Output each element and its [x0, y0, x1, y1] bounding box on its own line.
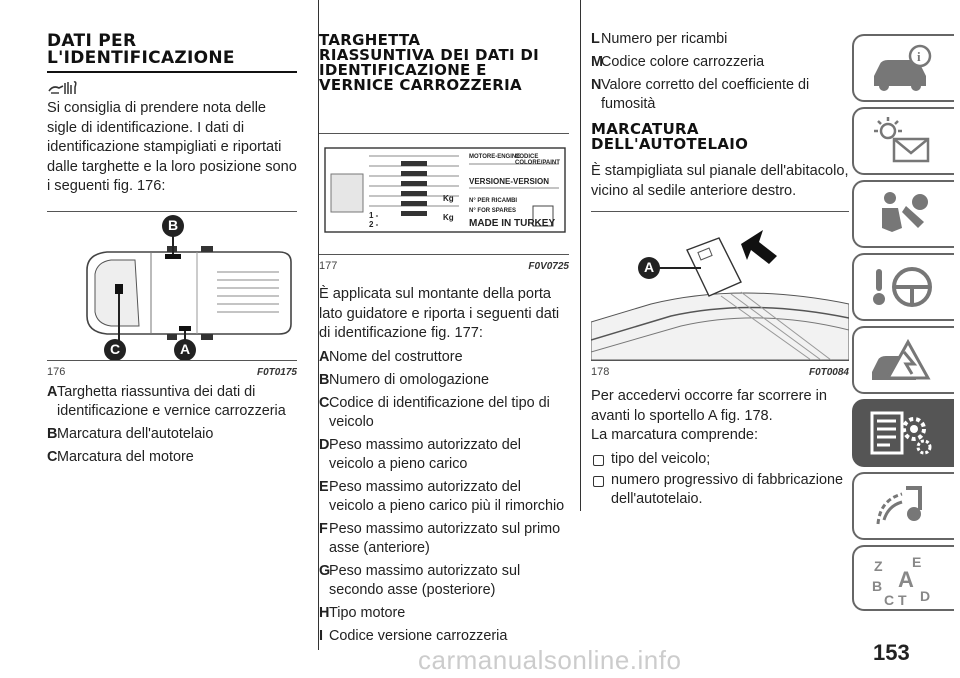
access-paragraph: Per accedervi occorre far scorrere in avanti lo sportello A fig. 178.	[591, 388, 828, 424]
svg-text:E: E	[912, 554, 922, 570]
legend-item: BNumero di omologazione	[319, 371, 489, 388]
emergency-icon	[868, 334, 938, 386]
car-info-icon	[868, 42, 938, 94]
plate-spares-label: N° FOR SPARES	[469, 208, 516, 214]
legend-item: CMarcatura del motore	[47, 448, 194, 465]
tab-car-info[interactable]	[852, 34, 954, 102]
tab-safety[interactable]	[852, 180, 954, 248]
label-a: A	[643, 259, 655, 275]
maintenance-icon	[868, 407, 938, 459]
svg-text:D: D	[920, 588, 931, 604]
svg-text:Z: Z	[874, 558, 883, 574]
index-icon	[868, 553, 948, 607]
legend-item: GPeso massimo autorizzato sul secondo asse (posteriore)	[319, 562, 521, 598]
plate-legend-continued	[591, 30, 849, 114]
legend-item: BMarcatura dell'autotelaio	[47, 425, 214, 442]
legend-item: NValore corretto del coefficiente di fumosità	[591, 77, 810, 112]
title-rule	[47, 71, 297, 73]
plate-kg-label: Kg	[443, 213, 454, 222]
chassis-marking-illustration	[591, 212, 849, 360]
legend-item: CCodice di identificazione del tipo di veicolo	[319, 394, 550, 430]
watermark: carmanualsonline.info	[418, 645, 682, 675]
tab-technical-data[interactable]	[852, 472, 954, 540]
figure-number: 177	[319, 260, 338, 272]
legend-item: ATarghetta riassuntiva dei dati di identificazione e vernice carrozzeria	[47, 383, 286, 419]
label-c: C	[109, 340, 121, 357]
svg-text:C: C	[884, 592, 895, 607]
figure-code: F0V0725	[528, 261, 569, 272]
plate-version-label: VERSIONE-VERSION	[469, 177, 550, 186]
column-2	[318, 0, 569, 650]
list-item: tipo del veicolo;	[591, 450, 849, 469]
figure-code: F0T0175	[256, 366, 297, 378]
plate-made-in-label: MADE IN TURKEY	[469, 218, 556, 229]
chapter-tabs	[852, 34, 960, 616]
checkbox-bullet-icon	[593, 455, 604, 466]
figure-177	[319, 133, 569, 272]
legend-item: MCodice colore carrozzeria	[591, 54, 765, 70]
plate-row1: 1 -	[369, 211, 379, 220]
tab-starting-driving[interactable]	[852, 253, 954, 321]
plate-row2: 2 -	[369, 220, 379, 229]
label-a: A	[179, 340, 191, 357]
section-title-plate: TARGHETTA RIASSUNTIVA DEI DATI DI IDENTIFICAZIONE E VERNICE CARROZZERIA	[319, 31, 540, 94]
tab-warning-lights[interactable]	[852, 107, 954, 175]
figure-number: 178	[591, 366, 610, 378]
column-3	[580, 0, 849, 511]
starting-driving-icon	[868, 261, 938, 313]
safety-icon	[868, 188, 938, 240]
plate-ricambi-label: N° PER RICAMBI	[469, 198, 518, 204]
technical-data-icon	[868, 480, 938, 532]
section-title-identification: DATI PER L'IDENTIFICAZIONE	[47, 31, 235, 68]
checkbox-bullet-icon	[593, 476, 604, 487]
plate-kg-label: Kg	[443, 194, 454, 203]
legend-list	[47, 383, 297, 467]
legend-item: EPeso massimo autorizzato del veicolo a pieno carico più il rimorchio	[319, 478, 565, 514]
includes-paragraph: La marcatura comprende:	[591, 427, 759, 443]
chassis-paragraph: È stampigliata sul pianale dell'abitacolo, vicino al sedile anteriore destro.	[591, 163, 849, 199]
section-title-chassis: MARCATURA DELL'AUTOTELAIO	[591, 120, 749, 153]
column-1	[47, 0, 297, 471]
warning-lights-icon	[868, 115, 938, 167]
plate-paint-label: CODICE COLORE/PAINT	[515, 154, 560, 166]
figure-number: 176	[47, 365, 66, 378]
figure-176	[47, 211, 297, 378]
plate-paragraph: È applicata sul montante della porta lato guidatore e riporta i seguenti dati di identificazione fig. 177:	[319, 286, 560, 341]
legend-item: HTipo motore	[319, 604, 406, 621]
svg-text:i: i	[917, 49, 921, 64]
label-b: B	[167, 216, 179, 233]
tab-index[interactable]	[852, 545, 954, 611]
legend-item: ANome del costruttore	[319, 348, 463, 365]
legend-item: LNumero per ricambi	[591, 31, 728, 47]
tab-maintenance[interactable]	[852, 399, 954, 467]
intro-paragraph: Si consiglia di prendere nota delle sigle di identificazione. I dati di identificazione stampigliati e riportati dalle targhette e la loro posizione sono i seguenti fig. 176:	[47, 100, 297, 194]
list-item: numero progressivo di fabbricazione dell'autotelaio.	[591, 471, 849, 509]
svg-text:A: A	[898, 567, 914, 592]
legend-item: DPeso massimo autorizzato del veicolo a pieno carico	[319, 436, 521, 472]
plate-engine-label: MOTORE-ENGINE	[469, 154, 521, 160]
plate-legend-list	[319, 348, 569, 646]
legend-item: FPeso massimo autorizzato sul primo asse (anteriore)	[319, 520, 561, 556]
tab-emergency[interactable]	[852, 326, 954, 394]
svg-text:T: T	[898, 592, 907, 607]
page-number: 153	[873, 640, 910, 665]
svg-text:B: B	[872, 578, 883, 594]
figure-178	[591, 211, 849, 378]
bullet-list	[591, 450, 849, 509]
hand-note-icon	[47, 79, 297, 97]
figure-code: F0T0084	[808, 367, 849, 378]
legend-item: I Codice versione carrozzeria	[319, 627, 508, 644]
van-top-view-illustration	[47, 212, 297, 360]
